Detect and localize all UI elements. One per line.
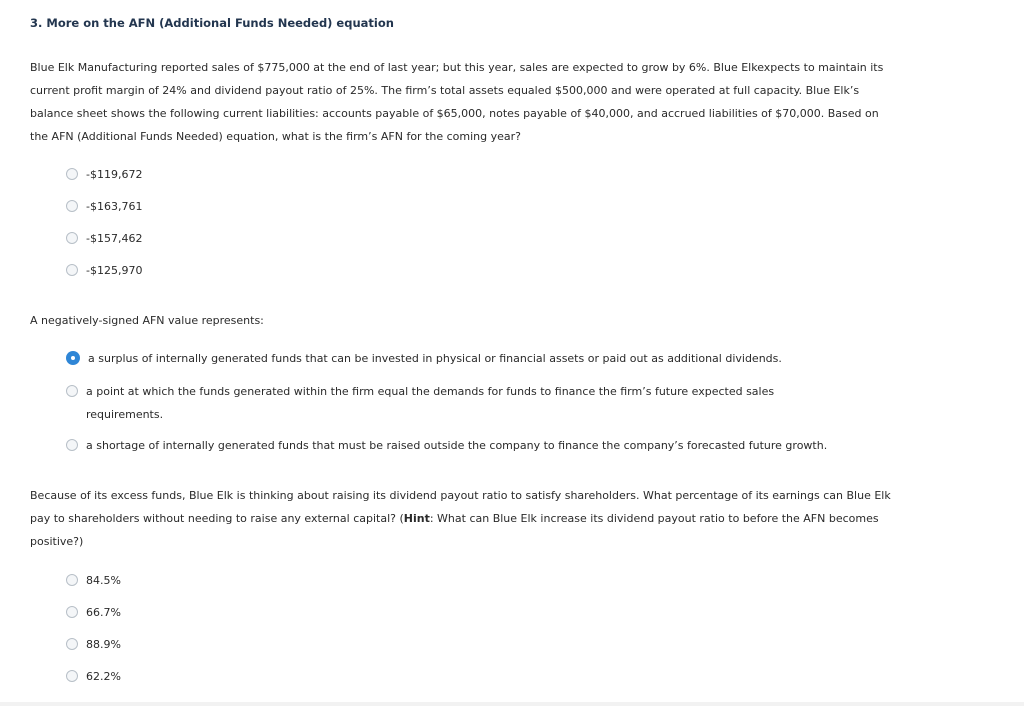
radio-button[interactable]	[66, 670, 78, 682]
radio-button[interactable]	[66, 439, 78, 451]
payout-option-3[interactable]	[66, 633, 121, 656]
negative-afn-option-1[interactable]	[66, 347, 876, 370]
payout-option-2[interactable]	[66, 601, 121, 624]
option-label: a shortage of internally generated funds that must be raised outside the company to finance the company’s forecasted future growth.	[86, 439, 828, 452]
afn-option-1[interactable]	[66, 163, 142, 186]
negative-afn-option-2[interactable]	[66, 380, 826, 426]
option-label: -$119,672	[86, 168, 143, 181]
afn-option-4[interactable]	[66, 259, 142, 282]
negative-afn-option-3[interactable]	[66, 434, 896, 457]
radio-button[interactable]	[66, 168, 78, 180]
radio-button[interactable]	[66, 200, 78, 212]
radio-button[interactable]	[66, 264, 78, 276]
option-label: 66.7%	[86, 606, 121, 619]
radio-button[interactable]	[66, 638, 78, 650]
radio-button[interactable]	[66, 574, 78, 586]
question-prompt: Blue Elk Manufacturing reported sales of $775,000 at the end of last year; but this year, sales are expected to grow by 6%. Blue Elkexpects to maintain its current profit margin of 24% and dividend payout ratio of 25%. The firm’s total assets equaled $500,000 and were operated at full capacity. Blue Elk’s balance sheet shows the following current liabilities: accounts payable of $65,000, notes payable of $40,000, and accrued liabilities of $70,000. Based on the AFN (Additional Funds Needed) equation, what is the firm’s AFN for the coming year?	[30, 61, 884, 143]
option-label: -$125,970	[86, 264, 143, 277]
option-label: -$163,761	[86, 200, 143, 213]
option-label: a point at which the funds generated within the firm equal the demands for funds to finance the firm’s future expected sales requirements.	[86, 385, 775, 421]
radio-button[interactable]	[66, 232, 78, 244]
option-label: a surplus of internally generated funds that can be invested in physical or financial assets or paid out as additional dividends.	[88, 352, 782, 365]
question-title: 3. More on the AFN (Additional Funds Needed) equation	[30, 16, 394, 30]
part3-prompt	[30, 484, 895, 553]
part3-prompt-start: Because of its excess funds, Blue Elk is thinking about raising its dividend payout ratio to satisfy shareholders. What percentage of its earnings can Blue Elk pay to shareholders without needing to raise any external capital? (	[30, 489, 891, 525]
hint-label: Hint	[403, 512, 430, 525]
payout-option-4[interactable]	[66, 665, 121, 688]
payout-option-1[interactable]	[66, 569, 121, 592]
option-label: 88.9%	[86, 638, 121, 651]
radio-button[interactable]	[66, 385, 78, 397]
bottom-divider	[0, 702, 1024, 706]
option-label: 84.5%	[86, 574, 121, 587]
afn-option-3[interactable]	[66, 227, 142, 250]
afn-option-2[interactable]	[66, 195, 142, 218]
radio-button[interactable]	[66, 606, 78, 618]
option-label: 62.2%	[86, 670, 121, 683]
option-label: -$157,462	[86, 232, 143, 245]
part2-prompt: A negatively-signed AFN value represents:	[30, 314, 264, 327]
radio-button-selected[interactable]	[66, 351, 80, 365]
part3-prompt-end: : What can Blue Elk increase its dividend payout ratio to before the AFN becomes positive?)	[30, 512, 879, 548]
